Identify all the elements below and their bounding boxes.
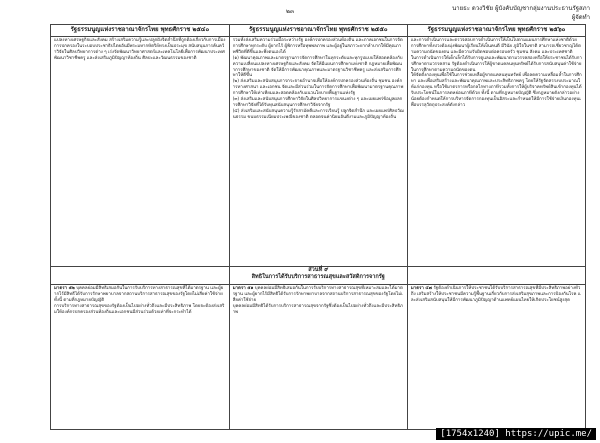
image-host-watermark: [1754x1240] https://upic.me/ — [436, 428, 596, 440]
table-cell — [229, 285, 407, 430]
table-row — [51, 37, 586, 267]
section-heading — [229, 267, 407, 285]
column-header-2540: รัฐธรรมนูญแห่งราชอาณาจักรไทย พุทธศักราช ๒๕๔๐ — [51, 25, 230, 37]
author-role: ผู้จัดทำ — [571, 14, 590, 21]
cell-text: แปลงทางเศรษฐกิจและสังคม สร้างเสริมความรู้และปลูกฝังจิตสำนึกที่ถูกต้องเกี่ยวกับการเมืองการปกครองในระบอบประชาธิปไตยอันมีพระมหากษัตริย์ทรงเป็นประมุข สนับสนุนการค้นคว้าวิจัยในศิลปวิทยาการต่าง ๆ เร่งรัดพัฒนาวิทยาศาสตร์และเทคโนโลยีเพื่อการพัฒนาประเทศ พัฒนาวิชาชีพครู และส่งเสริมภูมิปัญญาท้องถิ่น ศิลปะและวัฒนธรรมของชาติ — [54, 38, 227, 61]
section-number: ส่วนที่ ๙ — [308, 267, 329, 273]
table-cell — [407, 37, 585, 267]
cell-text: รัฐต้องดำเนินการให้ประชาชนได้รับบริการสาธารณสุขที่มีประสิทธิภาพอย่างทั่วถึง เสริมสร้างให้ประชาชนมีความรู้พื้นฐานเกี่ยวกับการส่งเสริมสุขภาพและการป้องกันโรค และส่งเสริมสนับสนุนให้มีการพัฒนาภูมิปัญญาด้านแพทย์แผนไทยให้เกิดประโยชน์สูงสุด — [410, 286, 581, 303]
article-number: มาตรา ๕๒ — [54, 286, 75, 291]
author-block — [452, 4, 590, 22]
table-row — [51, 285, 586, 430]
cell-text: บุคคลย่อมมีสิทธิเสมอกันในการรับบริการทางสาธารณสุขที่เหมาะสมและได้มาตรฐาน และผู้ยากไร้มีสิทธิได้รับการรักษาพยาบาลจากสถานบริการสาธารณสุขของรัฐโดยไม่เสียค่าใช้จ่าย บุคคลย่อมมีสิทธิได้รับการบริการสาธารณสุขจากรัฐซึ่งต้องเป็นไปอย่างทั่วถึงและมีประสิทธิภาพ — [232, 286, 403, 315]
table-cell — [51, 285, 230, 430]
table-header-row — [51, 25, 586, 37]
column-header-2560: รัฐธรรมนูญแห่งราชอาณาจักรไทย พุทธศักราช ๒๕๖๐ — [407, 25, 585, 37]
table-cell — [229, 37, 407, 267]
cell-text: และการดำเนินการและตรวจสอบการดำเนินการให้เป็นไปตามแผนการศึกษาแห่งชาติด้วย การศึกษาทั้งปวงต้องมุ่งพัฒนาผู้เรียนให้เป็นคนดี มีวินัย ภูมิใจในชาติ สามารถเชี่ยวชาญได้ตามความถนัดของตน และมีความรับผิดชอบต่อครอบครัว ชุมชน สังคม และประเทศชาติ ในการดำเนินการให้เด็กเล็กได้รับการดูแลและพัฒนาตามวรรคสองหรือให้ประชาชนได้รับการศึกษาตามวรรคสาม รัฐต้องดำเนินการให้ผู้ขาดแคลนทุนทรัพย์ได้รับการสนับสนุนค่าใช้จ่ายในการศึกษาตามความถนัดของตน ให้จัดตั้งกองทุนเพื่อใช้ในการช่วยเหลือผู้ขาดแคลนทุนทรัพย์ เพื่อลดความเหลื่อมล้ำในการศึกษา และเพื่อเสริมสร้างและพัฒนาคุณภาพและประสิทธิภาพครู โดยให้รัฐจัดสรรงบประมาณให้แก่กองทุน หรือใช้มาตรการหรือกลไกทางภาษีรวมทั้งการให้ผู้บริจาคทรัพย์สินเข้ากองทุนได้รับประโยชน์ในการลดหย่อนภาษีด้วย ทั้งนี้ ตามที่กฎหมายบัญญัติ ซึ่งกฎหมายดังกล่าวอย่างน้อยต้องกำหนดให้การบริหารจัดการกองทุนเป็นอิสระและกำหนดให้มีการใช้จ่ายเงินกองทุนเพื่อบรรลุวัตถุประสงค์ดังกล่าว — [410, 38, 582, 108]
comparison-table — [50, 24, 586, 430]
cell-text: บุคคลย่อมมีสิทธิเสมอกันในการรับบริการทางสาธารณสุขที่ได้มาตรฐาน และผู้ยากไร้มีสิทธิได้รับการรักษาพยาบาลจากสถานบริการสาธารณสุขของรัฐโดยไม่เสียค่าใช้จ่าย ทั้งนี้ ตามที่กฎหมายบัญญัติ การบริการทางสาธารณสุขของรัฐต้องเป็นไปอย่างทั่วถึงและมีประสิทธิภาพ โดยจะต้องส่งเสริมให้องค์กรปกครองส่วนท้องถิ่นและเอกชนมีส่วนร่วมด้วยเท่าที่จะกระทำได้ — [54, 286, 225, 315]
cell-text: รวมทั้งส่งเสริมความร่วมมือระหว่างรัฐ องค์กรปกครองส่วนท้องถิ่น และภาคเอกชนในการจัดการศึกษาทุกระดับ ผู้ยากไร้ ผู้พิการหรือทุพพลภาพ และผู้อยู่ในสภาวะยากลำบากให้มีคุณภาพชีวิตที่ดีขึ้นและพึ่งตนเองได้ (๑) พัฒนาคุณภาพและมาตรฐานการจัดการศึกษาในทุกระดับและทุกรูปแบบให้สอดคล้องกับความเปลี่ยนแปลงทางเศรษฐกิจและสังคม จัดให้มีแผนการศึกษาแห่งชาติ กฎหมายเพื่อพัฒนาการศึกษาของชาติ จัดให้มีการพัฒนาคุณภาพและมาตรฐานวิชาชีพครู และส่งเสริมการศึกษาให้ดีขึ้น (๒) ส่งเสริมและสนับสนุนการกระจายอำนาจเพื่อให้องค์กรปกครองส่วนท้องถิ่น ชุมชน องค์การทางศาสนา และเอกชน จัดและมีส่วนร่วมในการจัดการศึกษาเพื่อพัฒนามาตรฐานคุณภาพการศึกษาให้เท่าเทียมและสอดคล้องกับแนวนโยบายพื้นฐานแห่งรัฐ (๓) ส่งเสริมและสนับสนุนการศึกษาวิจัยในศิลปวิทยาการแขนงต่าง ๆ และเผยแพร่ข้อมูลผลการศึกษาวิจัยที่ได้รับทุนสนับสนุนการศึกษาวิจัยจากรัฐ (๔) ส่งเสริมและสนับสนุนความรู้รักสามัคคีและการเรียนรู้ ปลูกจิตสำนึก และเผยแพร่ศิลปวัฒนธรรม ขนบธรรมเนียมประเพณีของชาติ ตลอดจนค่านิยมอันดีงามและภูมิปัญญาท้องถิ่น — [232, 38, 404, 120]
section-row — [51, 267, 586, 285]
article-number: มาตรา ๕๑ — [232, 286, 254, 291]
page-number: ๒๓ — [286, 8, 295, 15]
author-line: นายธะ ดวงวิชัย ผู้บังคับบัญชากลุ่มงานประธานรัฐสภา — [452, 5, 590, 12]
table-cell — [51, 37, 230, 267]
column-header-2550: รัฐธรรมนูญแห่งราชอาณาจักรไทย พุทธศักราช ๒๕๕๐ — [229, 25, 407, 37]
table-cell — [407, 285, 585, 430]
section-title: สิทธิในการได้รับบริการสาธารณสุขและสวัสดิการจากรัฐ — [251, 274, 385, 280]
article-number: มาตรา ๔๗ — [410, 286, 433, 291]
